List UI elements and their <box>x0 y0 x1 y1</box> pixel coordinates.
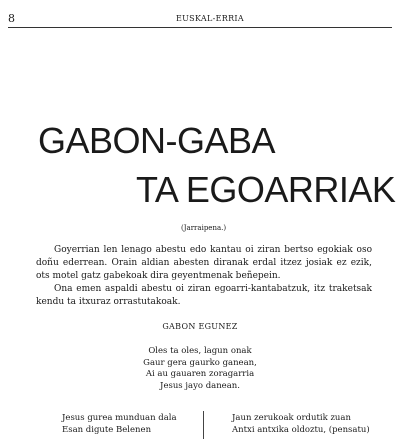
page-header <box>8 12 392 26</box>
article-subtitle: (Jarraipena.) <box>181 224 227 232</box>
article-title-line-1: GABON-GABA <box>38 120 276 161</box>
article-title-line-2: TA EGOARRIAK <box>136 169 396 210</box>
verse-line: Jesus jayo danean. <box>160 380 240 391</box>
verse-line: Antxi antxika oldoztu, (pensatu) <box>232 425 370 435</box>
poem-stanza <box>0 346 400 392</box>
verse-line: Jaun zerukoak ordutik zuan <box>232 413 351 423</box>
verse-line: Jesus gurea munduan dala <box>62 413 177 423</box>
verse-column-left <box>62 412 177 436</box>
page-number: 8 <box>8 12 15 25</box>
verse-line: Gaur gera gaurko ganean, <box>143 357 257 368</box>
header-rule <box>8 27 392 28</box>
verse-line: Oles ta oles, lagun onak <box>148 346 252 356</box>
paragraph: Ona emen aspaldi abestu oi ziran egoarri-kantabatzuk, itz traketsak kendu ta itxuraz orrastutakoak. <box>36 284 372 307</box>
verse-line: Esan digute Belenen <box>62 425 152 435</box>
article-body <box>36 244 372 309</box>
verse-line: Ai au gauaren zoragarria <box>145 369 255 379</box>
running-head: EUSKAL-ERRIA <box>176 14 244 23</box>
verse-column-right <box>232 412 370 436</box>
paragraph: Goyerrian len lenago abestu edo kantau oi ziran bertso egokiak oso doñu ederrean. Orain aldian abesten diranak erdal itzez josiak ez ezik, ots motel gatz gabekoak dira geyentmenak beñepein. <box>36 245 372 281</box>
poem-heading: GABON EGUNEZ <box>162 322 238 331</box>
column-divider <box>203 411 204 439</box>
